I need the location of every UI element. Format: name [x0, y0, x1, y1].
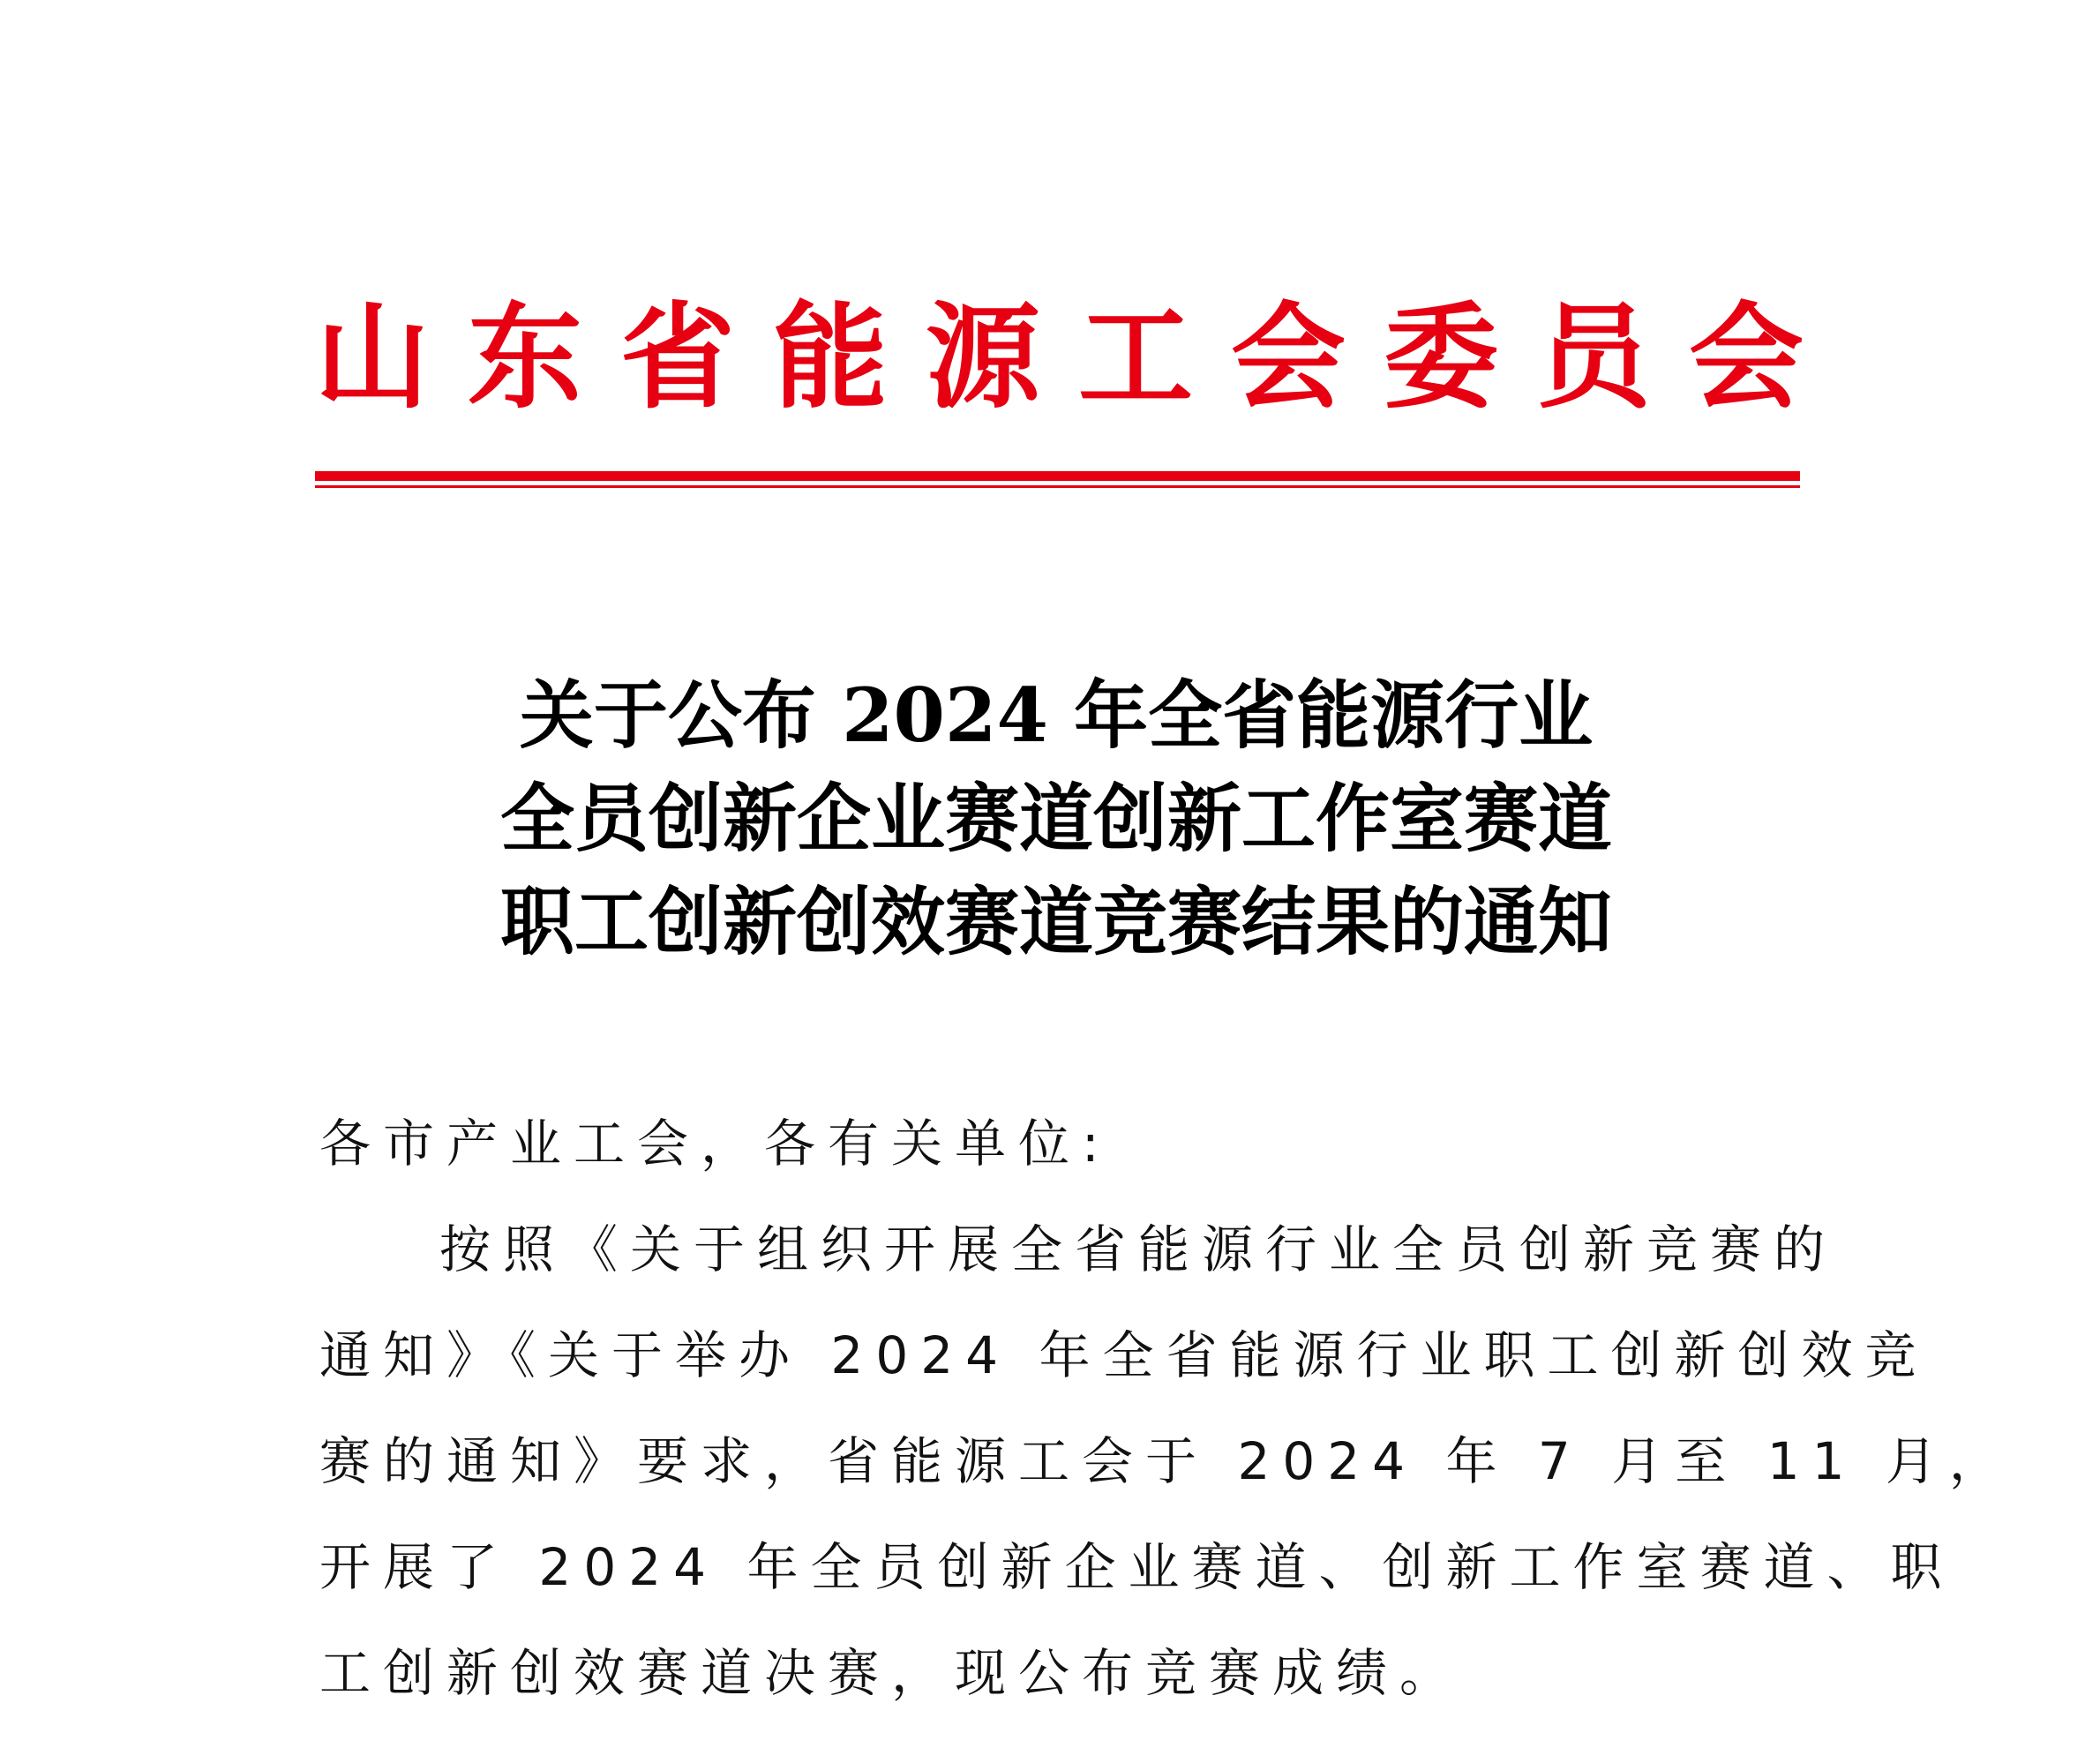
paragraph-line: 按照《关于组织开展全省能源行业全员创新竞赛的 [439, 1219, 1838, 1279]
paragraph-line: 工创新创效赛道决赛，现公布竞赛成绩。 [319, 1643, 1464, 1703]
header-divider-thick [315, 471, 1800, 481]
salutation: 各市产业工会，各有关单位: [319, 1114, 1112, 1174]
organization-header: 山东省能源工会委员会 [315, 289, 1842, 424]
paragraph-line: 通知》《关于举办 2024 年全省能源行业职工创新创效竞 [319, 1325, 1929, 1385]
title-line: 全员创新企业赛道创新工作室赛道 [499, 775, 1612, 862]
document-body [319, 1091, 2013, 1726]
paragraph-line: 开展了 2024 年全员创新企业赛道、创新工作室赛道、职 [319, 1537, 1954, 1597]
body-paragraph [319, 1197, 2013, 1726]
title-line: 职工创新创效赛道竞赛结果的通知 [499, 878, 1612, 965]
paragraph-line: 赛的通知》要求，省能源工会于 2024 年 7 月至 11 月， [319, 1431, 2013, 1491]
header-divider-thin [315, 485, 1800, 488]
document-title [315, 664, 1797, 973]
title-line: 关于公布 2024 年全省能源行业 [519, 671, 1594, 759]
